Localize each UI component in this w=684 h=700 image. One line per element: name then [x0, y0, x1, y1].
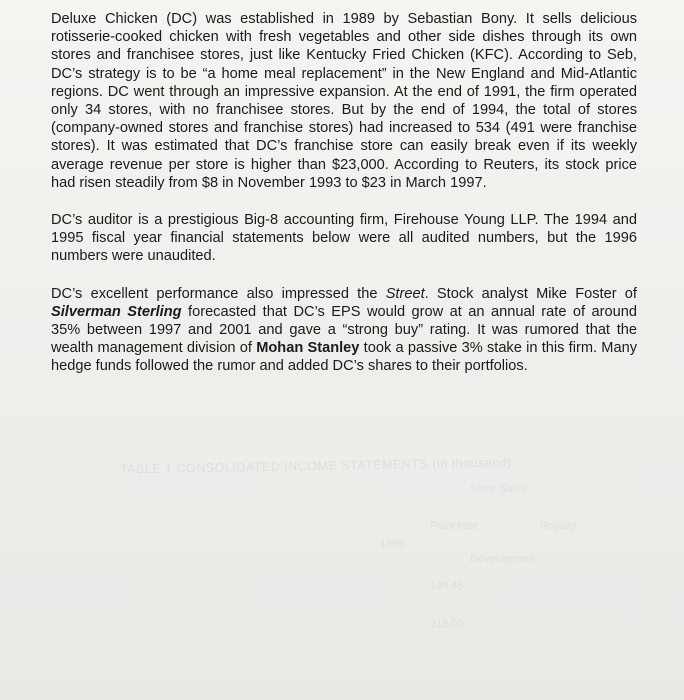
emphasis-mohan-stanley: Mohan Stanley [256, 340, 360, 357]
show-through-text: Franchise [430, 520, 479, 532]
emphasis-street: Street [385, 285, 425, 302]
show-through-text: Store Sales [470, 483, 527, 495]
show-through-text: Royalty [540, 520, 577, 532]
show-through-text: 1995 [380, 538, 405, 550]
show-through-text: 149.45 [430, 580, 464, 592]
show-through-text: Development [470, 553, 535, 565]
show-through-text: 315.00 [430, 618, 464, 630]
paragraph-analyst [51, 285, 637, 376]
paragraph-text: forecasted that DC’s EPS would grow at an annual rate of around 35% between 1997 and 2001 and gave a “strong buy” rating. It was rumored that the wealth management division of [51, 303, 637, 357]
emphasis-silverman-sterling: Silverman Sterling [51, 303, 182, 320]
paragraph-text: DC’s excellent performance also impressed the [51, 285, 386, 302]
paragraph-text: took a passive 3% stake in this firm. Many hedge funds followed the rumor and added DC’s shares to their portfolios. [51, 340, 637, 375]
paragraph-company-background: Deluxe Chicken (DC) was established in 1989 by Sebastian Bony. It sells delicious rotisserie-cooked chicken with fresh vegetables and other side dishes through its own stores and franchisee stores, just like Kentucky Fried Chicken (KFC). According to Seb, DC’s strategy is to be “a home meal replacement” in the New England and Mid-Atlantic regions. DC went through an impressive expansion. At the end of 1991, the firm operated only 34 stores, with no franchisee stores. But by the end of 1994, the total of stores (company-owned stores and franchise stores) had increased to 534 (491 were franchise stores). It was estimated that DC’s franchise store can easily break even if its weekly average revenue per store is higher than $23,000. According to Reuters, its stock price had risen steadily from $8 in November 1993 to $23 in March 1997. [51, 11, 637, 191]
show-through-table-title: TABLE 1 CONSOLIDATED INCOME STATEMENTS (in thousand) [119, 455, 512, 477]
paragraph-text: . Stock analyst Mike Foster of [424, 285, 637, 302]
paragraph-auditor: DC’s auditor is a prestigious Big-8 accounting firm, Firehouse Young LLP. The 1994 and 1995 fiscal year financial statements below were all audited numbers, but the 1996 numbers were unaudited. [51, 212, 637, 265]
body-text [51, 10, 637, 395]
